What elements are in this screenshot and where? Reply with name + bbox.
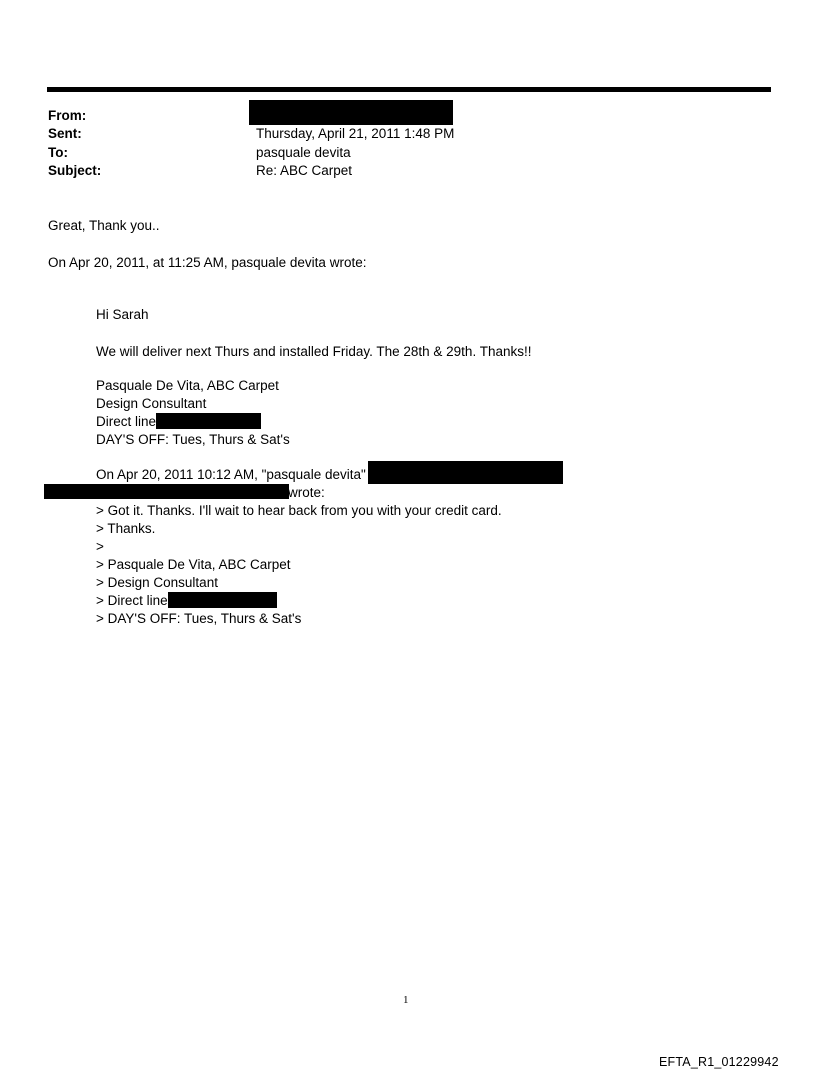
nested-direct-label: > Direct line	[96, 593, 168, 608]
nested-line-6	[96, 592, 277, 610]
page-number: 1	[403, 994, 409, 1006]
to-label: To:	[48, 145, 68, 160]
header-rule	[47, 87, 771, 92]
bates-number: EFTA_R1_01229942	[659, 1055, 779, 1069]
quoted-greeting: Hi Sarah	[96, 307, 149, 322]
signature-direct-line	[96, 413, 261, 431]
nested-attribution-start: On Apr 20, 2011 10:12 AM, "pasquale devita"	[96, 467, 366, 482]
email-redaction-continued	[44, 484, 289, 499]
nested-direct-line-redaction	[168, 592, 277, 608]
nested-attribution-end: wrote:	[288, 485, 325, 500]
signature-days-off: DAY'S OFF: Tues, Thurs & Sat's	[96, 432, 290, 447]
nested-line-1: > Got it. Thanks. I'll wait to hear back from you with your credit card.	[96, 503, 502, 518]
signature-direct-label: Direct line	[96, 414, 157, 429]
nested-line-2: > Thanks.	[96, 521, 156, 536]
sent-value: Thursday, April 21, 2011 1:48 PM	[256, 126, 455, 141]
direct-line-redaction	[156, 413, 261, 429]
nested-line-5: > Design Consultant	[96, 575, 218, 590]
reply-text: Great, Thank you..	[48, 218, 160, 233]
from-redaction	[249, 100, 453, 125]
sent-label: Sent:	[48, 126, 82, 141]
nested-line-4: > Pasquale De Vita, ABC Carpet	[96, 557, 291, 572]
subject-value: Re: ABC Carpet	[256, 163, 353, 178]
reply-attribution: On Apr 20, 2011, at 11:25 AM, pasquale devita wrote:	[48, 255, 367, 270]
nested-line-3: >	[96, 539, 104, 554]
nested-line-7: > DAY'S OFF: Tues, Thurs & Sat's	[96, 611, 302, 626]
quoted-message: We will deliver next Thurs and installed Friday. The 28th & 29th. Thanks!!	[96, 344, 532, 359]
signature-name: Pasquale De Vita, ABC Carpet	[96, 378, 279, 393]
signature-title: Design Consultant	[96, 396, 207, 411]
subject-label: Subject:	[48, 163, 102, 178]
to-value: pasquale devita	[256, 145, 351, 160]
email-redaction	[368, 461, 563, 484]
from-label: From:	[48, 108, 87, 123]
